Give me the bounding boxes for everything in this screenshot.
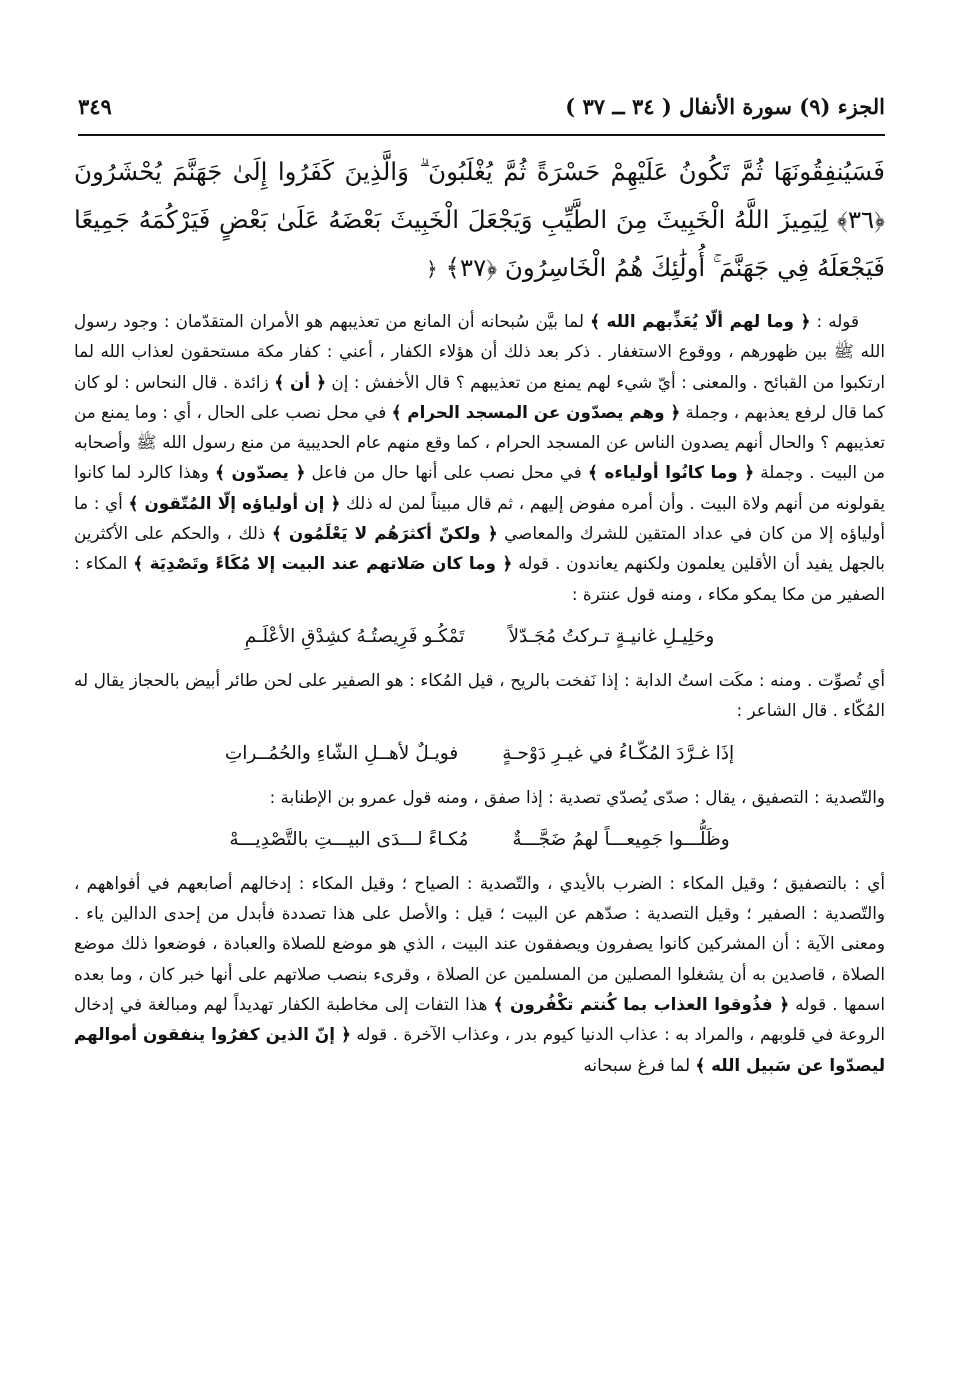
poem-verse <box>74 738 885 770</box>
text-run: ذلك ، والحكم على الأكثرين بالجهل يفيد أن الأقلين يعلمون ولكنهم يعاندون . قوله <box>74 523 885 574</box>
text-run: أي : ما أولياؤه إلا من كان في عداد المتقين للشرك والمعاصي <box>74 492 885 544</box>
quoted-verse: ﴿ يصدّون ﴾ <box>215 462 306 483</box>
commentary-paragraph: أي تُصوِّت . ومنه : مكَت استُ الدابة : إذا نَفخت بالريح ، قيل المُكاء : هو الصفير على لحن طائر أبيض بالحجاز يقال له المُكّاء . قال الشاعر : <box>74 669 885 721</box>
poem-hemistich-first: إذَا غـرَّدَ المُكّـاءُ في غيـرِ دَوْحـةٍ <box>502 742 735 764</box>
commentary-paragraph <box>74 306 885 609</box>
text-run: في محل نصب على الحال ، أي : وما يمنع من تعذيبهم ؟ والحال أنهم يصدون الناس عن المسجد الحرام ، كما وقع منهم عام الحديبية من منع رسول الله ﷺ وأصحابه من البيت . وجملة <box>74 401 885 483</box>
quoted-verse: ﴿ وما كانُوا أولياءه ﴾ <box>587 462 755 483</box>
poem-verse <box>74 621 885 653</box>
text-run: قوله : <box>810 311 859 331</box>
poem-verse <box>74 824 885 856</box>
quoted-verse: ﴿ وما كان صَلاتهم عند البيت إلا مُكَاءً وتَصْدِيَة ﴾ <box>133 553 513 574</box>
text-run: لما فرغ سبحانه <box>583 1054 696 1075</box>
verse-end-mark: ﴿ <box>426 257 438 281</box>
text-run: هذا التفات إلى مخاطبة الكفار تهديداً لهم ومبالغة في إدخال الروعة في قلوبهم ، والمراد به : عذاب الدنيا كيوم بدر ، وعذاب الآخرة . قوله <box>74 994 885 1045</box>
page-number: ٣٤٩ <box>78 94 112 119</box>
quran-verses <box>74 148 885 293</box>
header-divider <box>78 134 885 136</box>
text-run: زائدة . قال النحاس : لو كان كما قال لرفع يعذبهم ، وجملة <box>74 371 885 422</box>
poem-hemistich-first: وحَلِيـلِ غانيـةٍ تـركتُ مُجَـدّلاً <box>508 625 715 647</box>
commentary-paragraph <box>74 868 885 1080</box>
text-run: وهذا كالرد لما كانوا يقولونه من أنهم ولاة البيت . وأن أمره مفوض إليهم ، ثم قال مبيناً لمن له ذلك <box>74 462 886 513</box>
quoted-verse: ﴿ ولكنّ أكثرَهُم لا يَعْلَمُون ﴾ <box>271 523 498 544</box>
header-title: الجزء (٩) سورة الأنفال ( ٣٤ ــ ٣٧ ) <box>565 94 885 119</box>
text-run: المكاء : الصفير من مكا يمكو مكاء ، ومنه قول عنترة : <box>74 553 885 604</box>
text-run: لما بيَّن سُبحانه أن المانع من تعذيبهم هو الأمران المتقدّمان : وجود رسول الله ﷺ بين ظهورهم ، ووقوع الاستغفار . ذكر بعد ذلك أن هؤلاء الكفار ، أعني : كفار مكة مستحقون لعذاب الله لما ارتكبوا من القبائح . والمعنى : أيّ شيء لهم يمنع من تعذيبهم ؟ قال الأخفش : إن <box>74 311 886 392</box>
quoted-verse: ﴿ إنّ الذين كفرُوا ينفقون أموالهم ليصدّوا عن سَبيل الله ﴾ <box>74 1024 885 1075</box>
poem-hemistich-second: مُكـاءً لـــدَى البيـــتِ بالتَّصْدِيـــهْ <box>229 828 469 850</box>
text-run: أي : بالتصفيق ؛ وقيل المكاء : الضرب بالأيدي ، والتّصدية : الصياح ؛ وقيل المكاء : إدخالهم أصابعهم في أفواههم ، والتّصدية : الصفير ؛ وقيل التصدية : صدّهم عن البيت ؛ قيل : والأصل على هذا تصددة فأبدل من إحدى الدالين ياء . ومعنى الآية : أن المشركين كانوا يصفرون ويصفقون عند البيت ، الذي هو موضع للصلاة والعبادة ، فوضعوا ذلك موضع الصلاة ، قاصدين به أن يشغلوا المصلين من المسلمين عن الصلاة ، وقرىء بنصب صلاتهم على أنها خبر كان ، وما بعده اسمها . قوله <box>74 872 886 1015</box>
quoted-verse: ﴿ فذُوقوا العذاب بما كُنتم تكْفُرون ﴾ <box>493 994 790 1015</box>
quoted-verse: ﴿ وما لهم ألّا يُعَذِّبهم الله ﴾ <box>590 311 811 331</box>
commentary <box>74 306 885 1080</box>
poem-hemistich-second: تَمْكُـو فَرِيصتُـهُ كشِدْقِ الأعْلَـمِ <box>244 625 465 647</box>
page-header <box>78 90 885 130</box>
quoted-verse: ﴿ أن ﴾ <box>274 371 326 392</box>
verse-text: فَسَيُنفِقُونَهَا ثُمَّ تَكُونُ عَلَيْهِمْ حَسْرَةً ثُمَّ يُغْلَبُونَ ۗ وَالَّذِينَ كَفَرُوا إِلَىٰ جَهَنَّمَ يُحْشَرُونَ ﴿٣٦﴾ لِيَمِيزَ اللَّهُ الْخَبِيثَ مِنَ الطَّيِّبِ وَيَجْعَلَ الْخَبِيثَ بَعْضَهُ عَلَىٰ بَعْضٍ فَيَرْكُمَهُ جَمِيعًا فَيَجْعَلَهُ فِي جَهَنَّمَ ۚ أُولَٰئِكَ هُمُ الْخَاسِرُونَ ﴿٣٧﴾ <box>74 157 885 282</box>
commentary-paragraph: والتّصدية : التصفيق ، يقال : صدّى يُصدّي تصدية : إذا صفق ، ومنه قول عمرو بن الإطنابة : <box>269 786 885 807</box>
quoted-verse: ﴿ إن أولياؤه إلّا المُتّقون ﴾ <box>128 492 341 513</box>
quoted-verse: ﴿ وهم يصدّون عن المسجد الحرام ﴾ <box>391 401 681 422</box>
text-run: في محل نصب على أنها حال من فاعل <box>305 462 588 483</box>
poem-hemistich-first: وظَلُّـــوا جَمِيعـــاً لهمُ ضَجَّـــةٌ <box>512 828 730 850</box>
poem-hemistich-second: فويـلٌ لأهــلِ الشّاءِ والحُمُــراتِ <box>224 742 459 764</box>
